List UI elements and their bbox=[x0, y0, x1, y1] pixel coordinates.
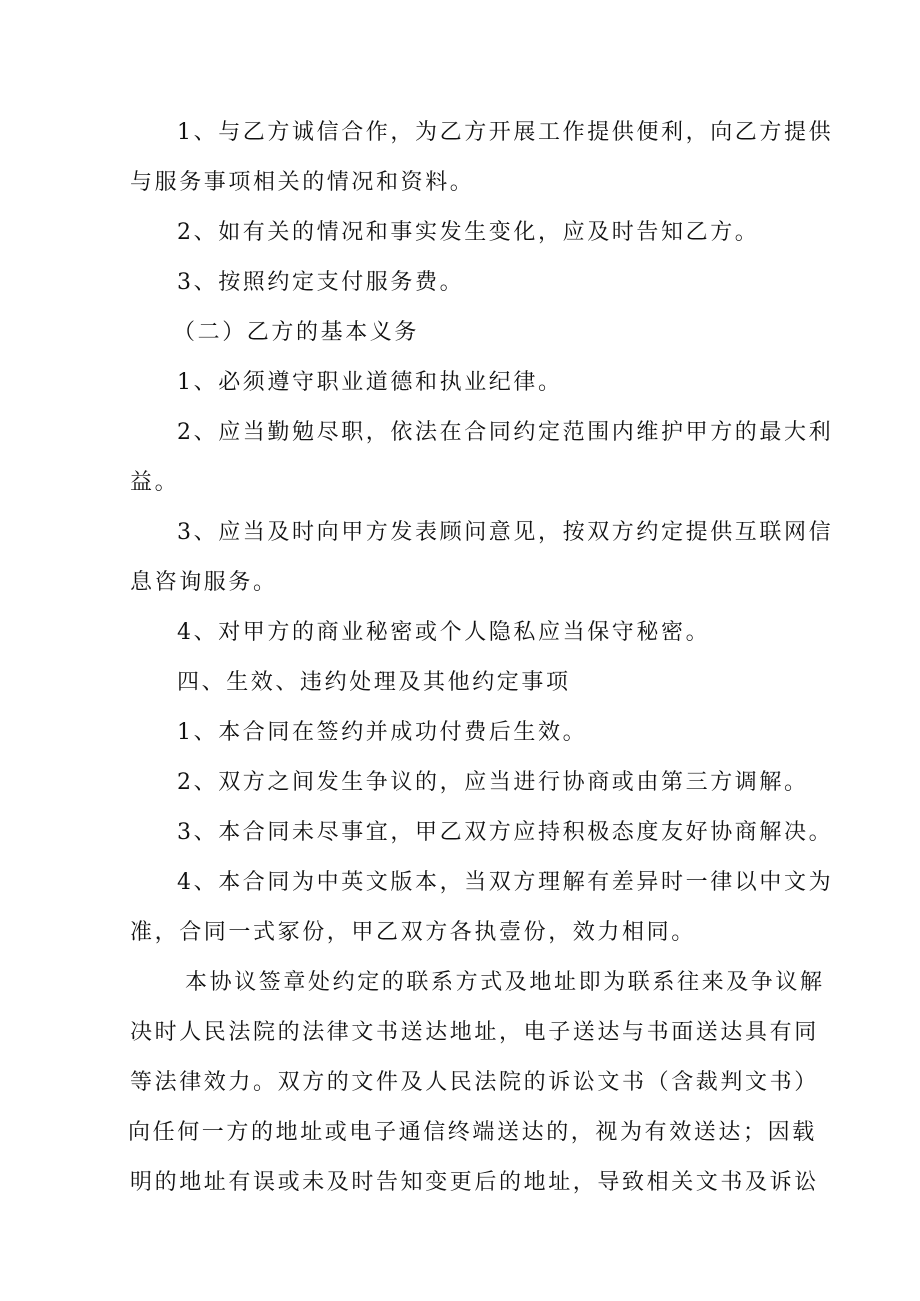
paragraph-line: 决时人民法院的法律文书送达地址，电子送达与书面送达具有同 bbox=[130, 1020, 819, 1045]
paragraph-line: 益。 bbox=[130, 470, 180, 495]
paragraph-line: 息咨询服务。 bbox=[130, 570, 278, 595]
paragraph-line: 2、双方之间发生争议的，应当进行协商或由第三方调解。 bbox=[177, 770, 809, 795]
paragraph-line: 3、按照约定支付服务费。 bbox=[177, 270, 465, 295]
paragraph-line: 3、应当及时向甲方发表顾问意见，按双方约定提供互联网信 bbox=[177, 520, 834, 545]
paragraph-line: 明的地址有误或未及时告知变更后的地址，导致相关文书及诉讼 bbox=[130, 1170, 819, 1195]
section-heading: （二）乙方的基本义务 bbox=[173, 320, 420, 345]
paragraph-line: 3、本合同未尽事宜，甲乙双方应持积极态度友好协商解决。 bbox=[177, 820, 834, 845]
paragraph-line: 4、对甲方的商业秘密或个人隐私应当保守秘密。 bbox=[177, 620, 711, 645]
paragraph-line: 与服务事项相关的情况和资料。 bbox=[130, 170, 475, 195]
paragraph-line: 准，合同一式冢份，甲乙双方各执壹份，效力相同。 bbox=[130, 920, 696, 945]
paragraph-line: 4、本合同为中英文版本，当双方理解有差异时一律以中文为 bbox=[177, 870, 834, 895]
paragraph-line: 等法律效力。双方的文件及人民法院的诉讼文书（含裁判文书） bbox=[130, 1070, 819, 1095]
paragraph-line: 2、如有关的情况和事实发生变化，应及时告知乙方。 bbox=[177, 220, 760, 245]
paragraph-line: 2、应当勤勉尽职，依法在合同约定范围内维护甲方的最大利 bbox=[177, 420, 834, 445]
paragraph-line: 1、与乙方诚信合作，为乙方开展工作提供便利，向乙方提供 bbox=[177, 120, 834, 145]
paragraph-line: 本协议签章处约定的联系方式及地址即为联系往来及争议解 bbox=[185, 970, 825, 995]
paragraph-line: 向任何一方的地址或电子通信终端送达的，视为有效送达；因载 bbox=[128, 1120, 817, 1145]
section-heading: 四、生效、违约处理及其他约定事项 bbox=[177, 670, 571, 695]
paragraph-line: 1、本合同在签约并成功付费后生效。 bbox=[177, 720, 588, 745]
paragraph-line: 1、必须遵守职业道德和执业纪律。 bbox=[177, 370, 563, 395]
